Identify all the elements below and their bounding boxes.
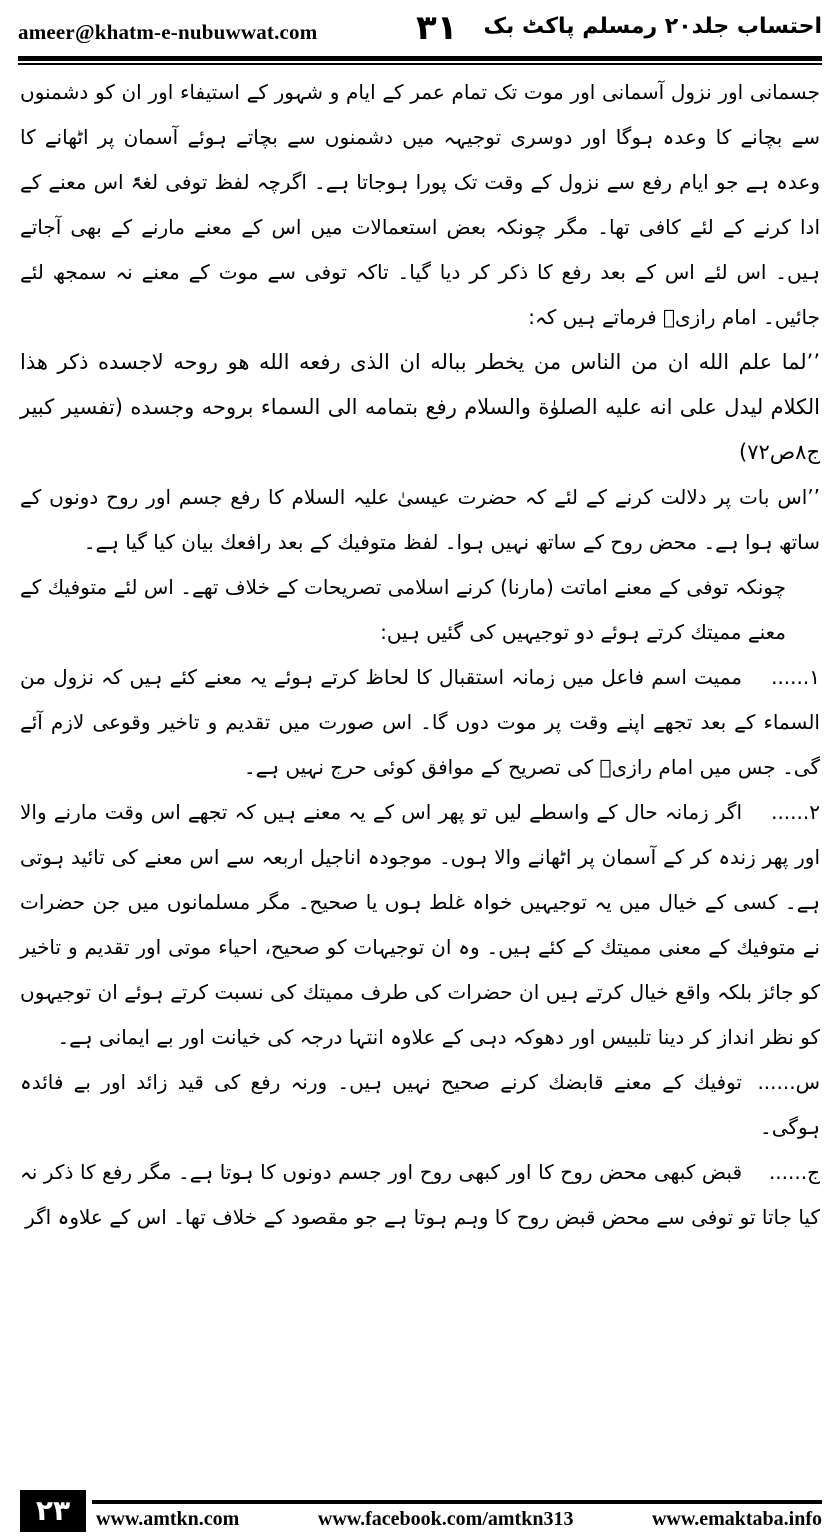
page-body (20, 70, 820, 1240)
header-page-number: ۳۱ (416, 8, 458, 48)
arabic-quote (20, 340, 820, 475)
list-item-4 (20, 1150, 820, 1240)
header-rule-thick (18, 56, 822, 61)
list-item-2 (20, 790, 820, 1060)
paragraph-1: جسمانی اور نزول آسمانی اور موت تک تمام عمر کے ایام و شہور کے استیفاء اور ان کو دشمنوں سے بچانے کا وعدہ ہوگا اور دوسری توجیہہ میں دشمنوں سے بچاتے ہوئے آسمان پر اٹھانے کا وعدہ ہے جو ایام رفع سے نزول کے وقت تک پورا ہوجاتا ہے۔ اگرچہ لفظ توفی لغۃً اس معنے کے ادا کرنے کے لئے کافی تھا۔ مگر چونکہ بعض استعمالات میں اس کے معنے مارنے کے بھی آجاتے ہیں۔ اس لئے اس کے بعد رفع کا ذکر کر دیا گیا۔ تاکہ توفی سے موت کے معنے نہ سمجھ لئے جائیں۔ امام رازیؒ فرماتے ہیں کہ: (20, 80, 820, 329)
header-rule-thin (18, 63, 822, 65)
quote-open-mark: ’’ (806, 350, 820, 374)
footer-page-number: ۲۳ (20, 1490, 86, 1532)
list-item-2-text: اگر زمانہ حال کے واسطے لیں تو پھر اس کے یہ معنے ہیں کہ تجھے اس وقت مارنے والا اور پھر زندہ کر کے آسمان پر اٹھانے والا ہوں۔ موجودہ اناجیل اربعہ سے اس معنے کی تائید ہوتی ہے۔ کسی کے خیال میں یہ توجیہیں خواہ غلط ہوں یا صحیح۔ مگر مسلمانوں میں جن حضرات نے متوفیك کے معنی ممیتك کے کئے ہیں۔ وہ ان توجیہات کو صحیح، احیاء موتی اور تقدیم و تاخیر کو جائز بلکہ واقع خیال کرتے ہیں ان حضرات کی طرف ممیتك کی نسبت کرتے ہوئے ان توجیہوں کو نظر انداز کر دینا تلبیس اور دھوکہ دہی کے علاوہ انتہا درجہ کی خیانت اور بے ایمانی ہے۔ (20, 800, 821, 1049)
list-item-4-number: ج...... (768, 1160, 820, 1184)
footer-rule (92, 1500, 822, 1504)
header-email: ameer@khatm-e-nubuwwat.com (18, 20, 318, 44)
quote-arabic-text: لما علم الله ان من الناس من يخطر بباله ان الذى رفعه الله هو روحه لاجسده ذكر هذا الكلام ليدل على انه عليه الصلوٰة والسلام رفع بتمامه الى السماء بروحه وجسده (20, 350, 820, 419)
quote-reference: (تفسیر کبیر ج۸ص۷۲) (20, 395, 820, 464)
list-item-4-text: قبض کبھی محض روح کا اور کبھی روح اور جسم دونوں کا ہوتا ہے۔ مگر رفع کا ذکر نہ کیا جاتا تو توفی سے محض قبض روح کا وہم ہوتا ہے جو مقصود کے خلاف تھا۔ اس کے علاوہ اگر (20, 1160, 820, 1229)
list-item-1 (20, 655, 820, 790)
list-item-3-text: توفیك کے معنے قابضك کرنے صحیح نہیں ہیں۔ ورنہ رفع کی قید زائد اور بے فائدہ ہوگی۔ (20, 1070, 820, 1139)
page-header (18, 8, 822, 54)
list-item-3-number: س...... (757, 1070, 820, 1094)
footer-links (96, 1508, 822, 1531)
header-book-title: احتساب جلد۲۰ رمسلم پاکٹ بک (483, 14, 822, 39)
footer-link-amtkn[interactable]: www.amtkn.com (96, 1508, 240, 1530)
list-item-2-number: ۲...... (771, 800, 820, 824)
footer-link-emaktaba[interactable]: www.emaktaba.info (651, 1508, 822, 1530)
list-item-1-text: ممیت اسم فاعل میں زمانہ استقبال کا لحاظ کرتے ہوئے یہ معنے کئے ہیں کہ نزول من السماء کے بعد تجھے اپنے وقت پر موت دوں گا۔ اس صورت میں تقدیم و تاخیر وقوعی لازم آئے گی۔ جس میں امام رازیؒ کی تصریح کے موافق کوئی حرج نہیں ہے۔ (20, 665, 820, 779)
list-item-1-number: ۱...... (771, 665, 820, 689)
paragraph-3: چونکہ توفی کے معنے اماتت (مارنا) کرنے اسلامی تصریحات کے خلاف تھے۔ اس لئے متوفیك کے معنے ممیتك کرتے ہوئے دو توجیہیں کی گئیں ہیں: (20, 575, 786, 644)
footer-link-facebook[interactable]: www.facebook.com/amtkn313 (317, 1508, 574, 1530)
paragraph-2: ’’اس بات پر دلالت کرنے کے لئے کہ حضرت عیسیٰ علیہ السلام کا رفع جسم اور روح دونوں کے ساتھ ہوا ہے۔ محض روح کے ساتھ نہیں ہوا۔ لفظ متوفيك کے بعد رافعك بیان کیا گیا ہے۔ (20, 485, 820, 554)
list-item-3 (20, 1060, 820, 1150)
